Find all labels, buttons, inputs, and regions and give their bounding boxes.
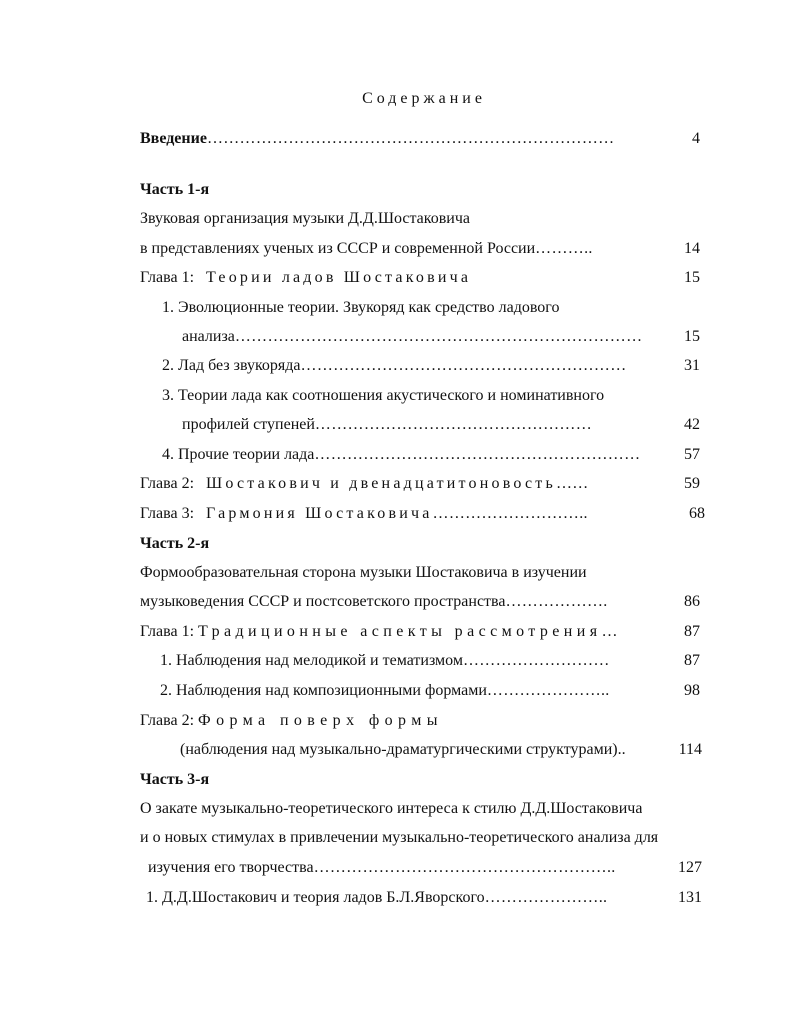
leader-dots: … [601,623,618,640]
part-description-text: музыковедения СССР и постсоветского пространства [140,593,506,610]
leader-dots: …………………………………………………… [300,357,627,374]
chapter-title: Традиционные аспекты рассмотрения [198,623,602,640]
chapter-subtitle: (наблюдения над музыкально-драматургическими структурами).. [180,741,626,758]
leader-dots: ………………. [505,593,608,610]
page-number: 31 [684,357,700,374]
part-description: Формообразовательная сторона музыки Шостаковича в изучении [140,564,587,581]
section-text: 1. Наблюдения над мелодикой и тематизмом [160,652,463,669]
section-entry [146,887,607,909]
chapter-label: Глава 1: [140,623,195,640]
section-entry [160,650,610,672]
page-number: 98 [684,682,700,699]
chapter-label: Глава 3: [140,505,195,522]
section-text: 2. Наблюдения над композиционными формами [160,682,487,699]
section-entry: 3. Теории лада как соотношения акустического и номинативного [162,387,605,404]
toc-entry-intro [140,128,614,150]
leader-dots: …………………………………………… [314,416,593,433]
part-description [140,238,593,260]
chapter-label: Глава 2: [140,712,195,729]
section-text: 1. Д.Д.Шостакович и теория ладов Б.Л.Яворского [146,889,485,906]
page-number: 14 [684,240,700,257]
section-entry: 1. Эволюционные теории. Звукоряд как средство ладового [162,299,560,316]
part-heading: Часть 1-я [140,181,210,198]
page-number: 42 [684,416,700,433]
chapter-title: Форма поверх формы [198,712,443,729]
part-description: и о новых стимулах в привлечении музыкально-теоретического анализа для [140,829,659,846]
page-number: 15 [684,269,700,286]
section-text: 2. Лад без звукоряда [162,357,301,374]
page-number: 57 [684,446,700,463]
chapter-entry [140,503,588,525]
page-number: 127 [678,859,702,876]
part-heading: Часть 3-я [140,771,210,788]
section-entry [162,444,640,466]
chapter-entry [140,621,618,643]
part-description-text: изучения его творчества [148,859,314,876]
page-number: 68 [689,505,705,522]
part-description [140,591,608,613]
leader-dots: …… [555,475,589,492]
leader-dots: ……….. [535,240,593,257]
page-number: 4 [692,130,700,147]
part-description-text: в представлениях ученых из СССР и современной России [140,240,536,257]
section-text: 4. Прочие теории лада [162,446,315,463]
section-text: профилей ступеней [182,416,315,433]
chapter-entry [140,473,589,495]
page-number: 114 [678,741,702,758]
part-description: О закате музыкально-теоретического интереса к стилю Д.Д.Шостаковича [140,800,643,817]
chapter-entry [140,267,471,289]
page-number: 15 [684,328,700,345]
page-number: 87 [684,652,700,669]
chapter-title: Шостакович и двенадцатитоновость [206,475,556,492]
section-entry [182,326,642,348]
chapter-entry [140,710,443,732]
leader-dots: …………………………………………………… [314,446,641,463]
chapter-title: Теории ладов Шостаковича [206,269,472,286]
part-description: Звуковая организация музыки Д.Д.Шостаковича [140,210,470,227]
chapter-title: Гармония Шостаковича [206,505,433,522]
leader-dots: ………………….. [484,889,608,906]
leader-dots: ……………………………………………….. [313,859,616,876]
toc-entry-label: Введение [140,130,207,147]
leader-dots: ………………………………………………………………… [234,328,643,345]
page-title: Содержание [362,90,486,107]
leader-dots: ………………….. [486,682,610,699]
page-number: 131 [678,889,702,906]
leader-dots: ……………………….. [432,505,588,522]
page-number: 59 [684,475,700,492]
chapter-label: Глава 2: [140,475,195,492]
section-entry [160,680,610,702]
section-text: анализа [182,328,235,345]
part-heading: Часть 2-я [140,535,210,552]
leader-dots: ……………………… [462,652,610,669]
page-number: 86 [684,593,700,610]
section-entry [162,355,627,377]
chapter-label: Глава 1: [140,269,195,286]
section-entry [182,414,592,436]
part-description [148,857,616,879]
page-number: 87 [684,623,700,640]
leader-dots: ………………………………………………………………… [206,130,615,147]
